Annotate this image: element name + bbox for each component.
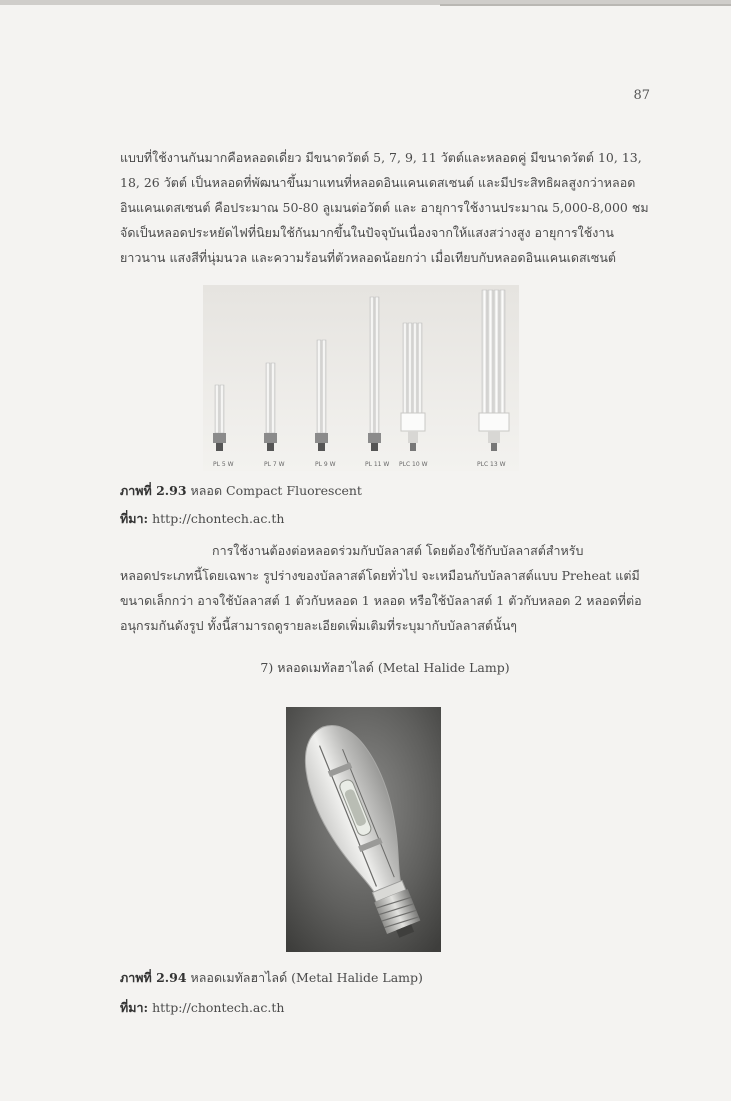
source-url: http://chontech.ac.th [152,1000,285,1015]
lamp-label: PL 7 W [264,461,285,468]
lamp-label: PLC 13 W [477,461,506,468]
page-top-edge-shadow [440,4,731,6]
lamp-label: PL 9 W [315,461,336,468]
figure-source-2-93 [120,509,284,529]
source-label: ที่มา: [120,511,149,526]
text-line: ยาวนาน แสงสีที่นุ่มนวล และความร้อนที่ตัวหลอดน้อยกว่า เมื่อเทียบกับหลอดอินแคนเดสเซนต์ [120,250,617,265]
source-url: http://chontech.ac.th [152,511,285,526]
figure-caption-2-93 [120,481,362,501]
paragraph-compact-fluorescent [120,145,650,270]
caption-text: หลอดเมทัลฮาไลด์ (Metal Halide Lamp) [190,970,423,985]
lamp-label: PL 11 W [365,461,390,468]
page-number: 87 [633,88,650,103]
figure-source-2-94 [120,998,284,1018]
text-line: แบบที่ใช้งานกันมากคือหลอดเดี่ยว มีขนาดวัตต์ 5, 7, 9, 11 วัตต์และหลอดคู่ มีขนาดวัตต์ 10, 13, [120,150,642,165]
text-line: 18, 26 วัตต์ เป็นหลอดที่พัฒนาขึ้นมาแทนที่หลอดอินแคนเดสเซนต์ และมีประสิทธิผลสูงกว่าหลอด [120,175,636,190]
caption-label: ภาพที่ 2.93 [120,483,187,498]
text-line: การใช้งานต้องต่อหลอดร่วมกับบัลลาสต์ โดยต้องใช้กับบัลลาสต์สำหรับ [212,543,584,558]
metal-halide-lamp-photo [286,707,441,952]
text-line: อินแคนเดสเซนต์ คือประมาณ 50-80 ลูเมนต่อวัตต์ และ อายุการใช้งานประมาณ 5,000-8,000 ชม [120,200,649,215]
text-line: ขนาดเล็กกว่า อาจใช้บัลลาสต์ 1 ตัวกับหลอด 1 หลอด หรือใช้บัลลาสต์ 1 ตัวกับหลอด 2 หลอดที่ต่อ [120,593,642,608]
text-line: หลอดประเภทนี้โดยเฉพาะ รูปร่างของบัลลาสต์โดยทั่วไป จะเหมือนกับบัลลาสต์แบบ Preheat แต่มี [120,568,640,583]
lamp-plc13w [479,290,509,451]
lamp-label: PLC 10 W [399,461,428,468]
compact-fluorescent-lamps-photo [203,285,519,471]
caption-text: หลอด Compact Fluorescent [190,483,362,498]
source-label: ที่มา: [120,1000,149,1015]
caption-label: ภาพที่ 2.94 [120,970,187,985]
paragraph-ballast [120,538,650,638]
text-line: จัดเป็นหลอดประหยัดไฟที่นิยมใช้กันมากขึ้นในปัจจุบันเนื่องจากให้แสงสว่างสูง อายุการใช้งาน [120,225,614,240]
section-heading-metal-halide: 7) หลอดเมทัลฮาไลด์ (Metal Halide Lamp) [260,660,510,675]
lamp-label: PL 5 W [213,461,234,468]
figure-caption-2-94 [120,968,423,988]
text-line: อนุกรมกันดังรูป ทั้งนี้สามารถดูรายละเอียดเพิ่มเติมที่ระบุมากับบัลลาสต์นั้นๆ [120,618,517,633]
